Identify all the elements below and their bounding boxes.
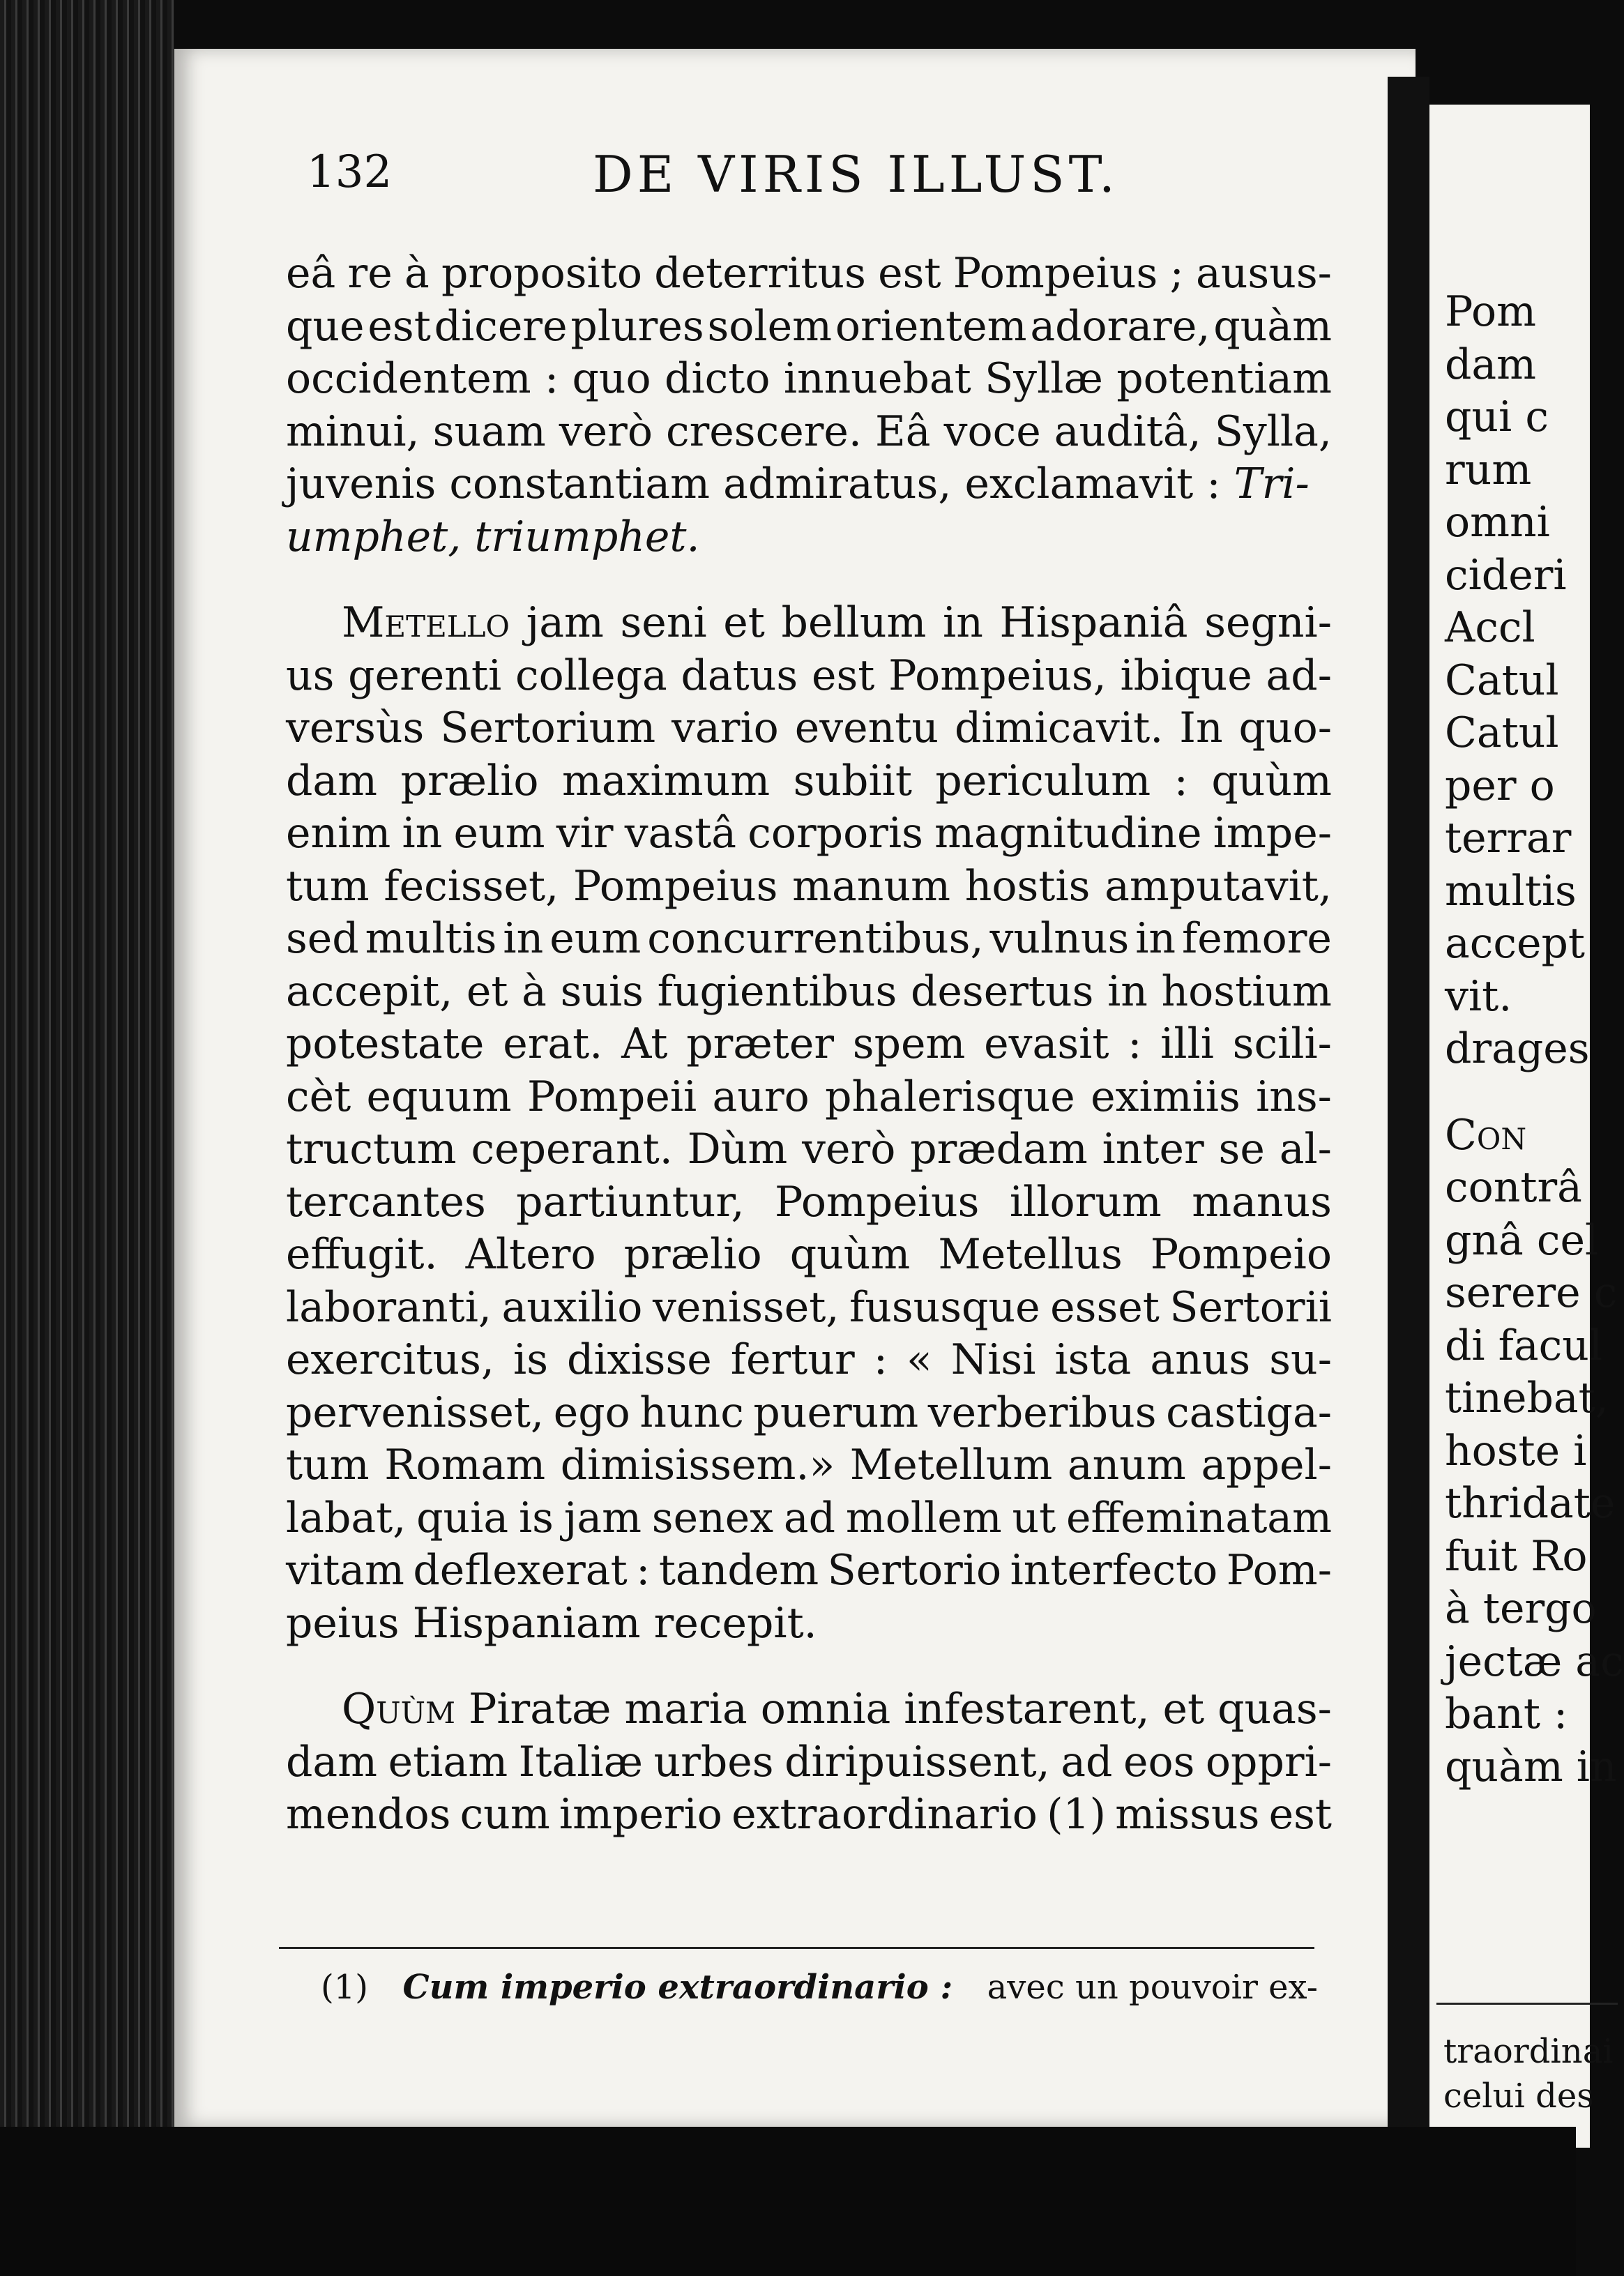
word: enim [286,809,391,858]
word: puerum [753,1388,919,1437]
word: effugit. [286,1230,438,1279]
word: quùm [789,1230,911,1279]
text-line [286,406,1332,459]
text-line [286,650,1332,703]
word: maximum [562,756,771,805]
word: Pompeii [526,1072,697,1121]
word: Hispaniâ [999,598,1188,647]
word: adorare, [1030,301,1211,351]
word: tum [286,1441,370,1489]
text-line [286,1789,1332,1842]
word: seni [620,598,707,647]
running-title: DE VIRIS ILLUST. [593,145,1119,204]
text-line [286,353,1332,406]
book-spine-edge [0,0,174,2276]
word: auxilio [501,1282,643,1332]
word: equum [366,1072,512,1121]
word: eum [453,809,545,858]
word: At [621,1019,668,1068]
word: proposito [441,249,642,298]
word: inter [1102,1125,1204,1174]
word: jam [526,598,604,647]
word: deflexerat [413,1546,628,1595]
paragraph-2 [286,597,1332,1650]
word: periculum [935,756,1151,805]
right-page-fragment [1429,105,1624,2148]
text-line [286,1123,1332,1176]
word: à [404,249,430,298]
italic-word: Tri- [1234,460,1310,508]
word: minui, [286,407,420,456]
word: à [522,966,547,1016]
word: verò [802,1125,896,1174]
word: maria [624,1685,748,1733]
word: Sertorium [440,704,656,752]
word: impe- [1213,809,1332,858]
text-line-italic: umphet, triumphet. [286,512,700,561]
word: vastâ [624,809,737,858]
right-footnote-rule [1436,2003,1618,2005]
word: Sylla, [1214,407,1332,456]
word: tercantes [286,1177,486,1227]
word: anum [1067,1441,1186,1489]
word: hostium [1161,966,1332,1016]
word: que [286,301,365,351]
word: dam [286,1737,378,1786]
word: auditâ, [1054,407,1201,456]
word: potentiam [1116,354,1332,403]
word: Pompeius [572,861,778,911]
word: : [873,1335,888,1384]
word: imperio [559,1790,722,1839]
word: verò [559,407,653,456]
word: magnitudine [934,809,1202,858]
word: collega [515,651,667,700]
word: Eâ [875,407,931,456]
word: Dùm [687,1125,788,1174]
word: su- [1269,1335,1332,1384]
word: phalerisque [825,1072,1075,1121]
text-line [286,301,1332,354]
text-line [286,1683,1332,1736]
word: crescere. [666,407,862,456]
word: hunc [639,1388,744,1437]
word: prælio [400,756,539,805]
word: ista [1054,1335,1132,1384]
word: quia [416,1493,509,1542]
word: in [1107,966,1148,1016]
word: omnia [760,1685,891,1733]
text-line [286,1229,1332,1282]
word: eum [549,914,642,963]
word: potestate [286,1019,485,1068]
word: pervenisset, [286,1388,545,1437]
word: ausus- [1196,249,1332,298]
text-line [286,807,1332,860]
word: versùs [286,704,425,752]
word: missus [1115,1790,1260,1839]
scan-border-bottom [0,2127,1576,2276]
word: esset [1050,1282,1160,1332]
text-line [286,1282,1332,1335]
word: urbes [653,1737,774,1786]
word: ego [553,1388,630,1437]
word: labat, [286,1493,407,1542]
right-footnote: traordinai celui des [1443,2032,1614,2116]
word: cèt [286,1072,351,1121]
footnote-term: Cum imperio extraordinario : [402,1968,953,2007]
word: præter [686,1019,835,1068]
word: spem [852,1019,966,1068]
word: in [1135,914,1176,963]
lead-word: Quùm [342,1685,455,1733]
word: gerenti [348,651,502,700]
word: orientem [835,301,1027,351]
word: deterritus [654,249,866,298]
word: : [636,1546,651,1595]
word: al- [1279,1125,1332,1174]
word: accepit, [286,966,453,1016]
word: vulnus [989,914,1130,963]
word: diripuissent, [784,1737,1050,1786]
word: cum [460,1790,550,1839]
word: dixisse [567,1335,712,1384]
word: : [544,354,559,403]
word: venisset, [652,1282,840,1332]
word: quas- [1217,1685,1332,1733]
lead-word: Metello [342,598,510,647]
left-page [174,49,1416,2127]
word: ibique [1120,651,1252,700]
word: est [1268,1790,1332,1839]
word: auro [712,1072,810,1121]
word: ut [1012,1493,1056,1542]
text-line [286,1018,1332,1071]
word: castiga- [1166,1388,1332,1437]
word: vario [671,704,779,752]
word: sed [286,914,359,963]
word: prædam [910,1125,1088,1174]
word: fecisset, [384,861,559,911]
word: mendos [286,1790,451,1839]
text-line: peius Hispaniam recepit. [286,1598,817,1648]
body-text [286,248,1332,1875]
page-gutter [1388,77,1429,2162]
word: infestarent, [904,1685,1150,1733]
word: manus [1192,1177,1332,1227]
word: erat. [503,1019,603,1068]
word: desertus [910,966,1094,1016]
text-line [286,1736,1332,1789]
word: ad- [1266,651,1332,700]
text-line [286,1387,1332,1440]
word: eventu [794,704,939,752]
word: ad [1061,1737,1113,1786]
word: occidentem [286,354,531,403]
word: tum [286,861,370,911]
word: Pompeio [1150,1230,1332,1279]
word: in [503,914,544,963]
word: eos [1123,1737,1195,1786]
word: fususque [849,1282,1040,1332]
word: subiit [793,756,912,805]
right-page-text: Pom dam qui c rum omni cideri Accl Catul Catul per o terrar multis accept vit. drages Con contrâ gnâ cel serere c di facul tinebat, hoste i thridate fuit Ro à tergo jectæ ac bant : quàm in [1445,287,1624,1791]
word: (1) [1047,1790,1107,1839]
word: jam [563,1493,642,1542]
text-line: juvenis constantiam admiratus, exclamavit : Tri- [286,458,1332,511]
text-line [286,702,1332,755]
word: senex [651,1493,774,1542]
word: est [367,301,431,351]
word: corporis [748,809,923,858]
word: Pom- [1226,1546,1332,1595]
word: appel- [1201,1441,1332,1489]
word: is [518,1493,554,1542]
text-line [286,597,1332,650]
word: suam [432,407,546,456]
word: solem [707,301,833,351]
word: dam [286,756,378,805]
word: et [466,966,508,1016]
word: plures [570,301,704,351]
word: mollem [845,1493,1002,1542]
word: vir [556,809,614,858]
word: Nisi [950,1335,1036,1384]
word: Pompeius [953,249,1158,298]
text-line [286,860,1332,913]
word: laboranti, [286,1282,492,1332]
word: suis [560,966,644,1016]
word: dicere [434,301,568,351]
word: Piratæ [468,1685,612,1733]
word: femore [1182,914,1332,963]
word: quo- [1238,704,1332,752]
word: « [906,1335,932,1384]
word: est [878,249,941,298]
paragraph-1 [286,248,1332,563]
word: et [1162,1685,1205,1733]
footnote-text: avec un pouvoir ex- [987,1968,1318,2007]
word: vitam [286,1546,404,1595]
word: verberibus [927,1388,1157,1437]
word: se [1218,1125,1265,1174]
word: partiuntur, [516,1177,745,1227]
text-line [286,1176,1332,1229]
word: dicto [665,354,771,403]
word: fugientibus [657,966,897,1016]
word: ; [1169,249,1184,298]
footnote-mark: (1) [321,1968,368,2007]
word: scili- [1232,1019,1332,1068]
word: eximiis [1091,1072,1240,1121]
word: oppri- [1205,1737,1332,1786]
word: concurrentibus, [647,914,984,963]
word: Metellum [849,1441,1053,1489]
text-line [286,1334,1332,1387]
word: ins- [1256,1072,1332,1121]
text-line [286,1439,1332,1492]
word: us [286,651,335,700]
footnote-rule [279,1947,1314,1949]
word: Sertorio [827,1546,1002,1595]
word: extraordinario [731,1790,1038,1839]
word: Pompeius [774,1177,980,1227]
word: ad [783,1493,836,1542]
footnote [321,1968,1318,2007]
text-line [286,248,1332,301]
word: Altero [465,1230,596,1279]
word: bellum [781,598,927,647]
word: quàm [1213,301,1332,351]
word: dimisissem.» [560,1441,835,1489]
text-line [286,913,1332,966]
word: et [723,598,765,647]
word: Metellus [938,1230,1123,1279]
word: fertur [730,1335,855,1384]
word: is [513,1335,548,1384]
word: tandem [658,1546,819,1595]
word: re [347,249,393,298]
word: prælio [623,1230,762,1279]
word: in [943,598,983,647]
word: Syllæ [985,354,1103,403]
word: quo [572,354,651,403]
word: voce [943,407,1041,456]
word: evasit [984,1019,1109,1068]
word: Romam [384,1441,546,1489]
word: interfecto [1010,1546,1218,1595]
word: Sertorii [1169,1282,1332,1332]
word: innuebat [783,354,971,403]
word: est [811,651,875,700]
word: In [1179,704,1223,752]
text-line [286,1545,1332,1598]
text-line [286,1492,1332,1545]
word: illorum [1009,1177,1162,1227]
word: amputavit, [1105,861,1332,911]
text-line [286,1071,1332,1124]
word: anus [1150,1335,1251,1384]
word: : [1128,1019,1142,1068]
word: Pompeius, [888,651,1107,700]
word: manum [792,861,950,911]
word: eâ [286,249,336,298]
word: quùm [1211,756,1332,805]
page-number: 132 [307,146,393,198]
word: exercitus, [286,1335,494,1384]
word: dimicavit. [954,704,1164,752]
word: effeminatam [1066,1493,1332,1542]
word: ceperant. [471,1125,673,1174]
word: in [402,809,443,858]
text-line [286,755,1332,808]
word: multis [365,914,497,963]
word: hostis [964,861,1091,911]
word: segni- [1204,598,1332,647]
word: : [1174,756,1188,805]
paragraph-3 [286,1683,1332,1842]
word: datus [681,651,798,700]
word: etiam [388,1737,508,1786]
word: illi [1160,1019,1214,1068]
word: tructum [286,1125,457,1174]
word: Italiæ [518,1737,643,1786]
text-line [286,966,1332,1019]
